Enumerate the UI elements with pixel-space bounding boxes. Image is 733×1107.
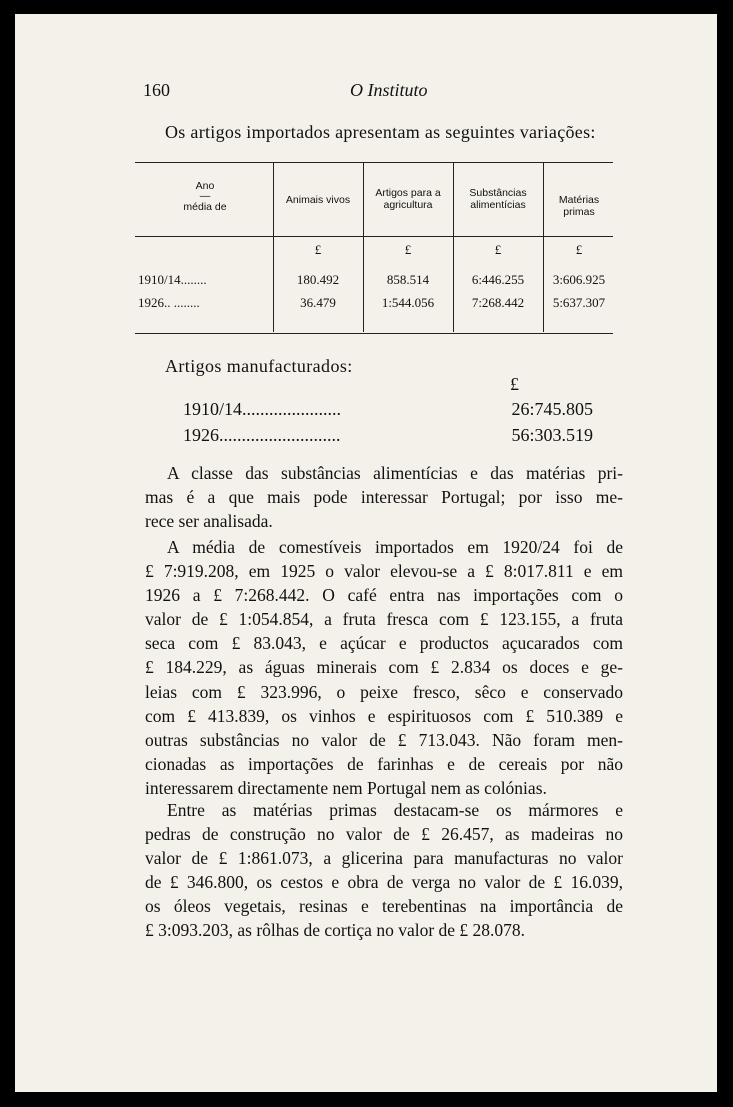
document-page [15,14,717,1092]
manufactured-year: 1926........................... [183,425,341,445]
cell-value: 858.514 [386,272,430,287]
paragraph-line: seca com £ 83.043, e açúcar e productos açucarados com [145,633,623,654]
row-label-1926: 1926.. ........ [138,295,200,310]
currency-symbol: £ [404,242,412,257]
paragraph-comestiveis [145,535,623,800]
cell-value: 36.479 [300,295,336,310]
table-column-divider [453,162,454,332]
paragraph-line: £ 184.229, as águas minerais com £ 2.834 os doces e ge- [145,657,623,678]
paragraph-line: rece ser analisada. [145,511,273,532]
manufactured-value: 56:303.519 [511,425,593,445]
table-top-rule [135,162,613,163]
paragraph-line: 1926 a £ 7:268.442. O café entra nas importações com o [145,585,623,606]
paragraph-line: outras substâncias no valor de £ 713.043. Não foram men- [145,729,623,750]
manufactured-currency: £ [510,374,519,394]
paragraph-line: A classe das substâncias alimentícias e das matérias pri- [167,463,623,483]
header-year: Ano — média de [183,180,227,213]
header-animais-vivos: Animais vivos [285,194,351,206]
paragraph-line: valor de £ 1:054.854, a fruta fresca com £ 123.155, a fruta [145,609,623,630]
table-column-divider [273,162,274,332]
cell-value: 6:446.255 [471,272,525,287]
paragraph-line: com £ 413.839, os vinhos e espirituosos com £ 510.389 e [145,705,623,726]
paragraph-line: mas é a que mais pode interessar Portugal; por isso me- [145,487,623,508]
cell-value: 5:637.307 [552,295,606,310]
paragraph-classes [145,461,623,533]
paragraph-materias-primas [145,798,623,943]
paragraph-line: £ 3:093.203, as rôlhas de cortiça no valor de £ 28.078. [145,920,526,941]
header-artigos-agricultura: Artigos para a agricultura [375,187,441,211]
header-substancias-alimenticias: Substâncias alimentícias [469,187,527,211]
paragraph-line: Entre as matérias primas destacam-se os mármores e [167,800,623,820]
paragraph-line: A média de comestíveis importados em 1920/24 foi de [167,537,623,557]
currency-symbol: £ [575,242,583,257]
imports-table [135,162,613,345]
currency-symbol: £ [314,242,322,257]
table-column-divider [543,162,544,332]
cell-value: 7:268.442 [471,295,525,310]
currency-symbol: £ [494,242,502,257]
table-bottom-rule [135,333,613,334]
paragraph-line: cionadas as importações de farinhas e de cereais por não [145,753,623,774]
intro-sentence: Os artigos importados apresentam as seguintes variações: [165,122,596,142]
table-header-rule [135,236,613,237]
row-label-1910-14: 1910/14........ [138,272,207,287]
paragraph-line: valor de £ 1:861.073, a glicerina para manufacturas no valor [145,848,623,869]
paragraph-line: leias com £ 323.996, o peixe fresco, sêco e conservado [145,681,623,702]
cell-value: 180.492 [296,272,340,287]
paragraph-line: de £ 346.800, os cestos e obra de verga no valor de £ 16.039, [145,872,623,893]
cell-value: 1:544.056 [381,295,435,310]
page-number: 160 [143,80,170,100]
journal-title: O Instituto [350,80,428,100]
table-column-divider [363,162,364,332]
manufactured-year: 1910/14...................... [183,399,342,419]
paragraph-line: os óleos vegetais, resinas e terebentinas na importância de [145,896,623,917]
header-materias-primas: Matérias primas [558,194,600,218]
manufactured-heading: Artigos manufacturados: [165,356,353,376]
paragraph-line: interessarem directamente nem Portugal nem as colónias. [145,777,547,798]
cell-value: 3:606.925 [552,272,606,287]
paragraph-line: £ 7:919.208, em 1925 o valor elevou-se a £ 8:017.811 e em [145,561,623,582]
paragraph-line: pedras de construção no valor de £ 26.457, as madeiras no [145,824,623,845]
manufactured-value: 26:745.805 [511,399,593,419]
page-header [143,80,613,106]
